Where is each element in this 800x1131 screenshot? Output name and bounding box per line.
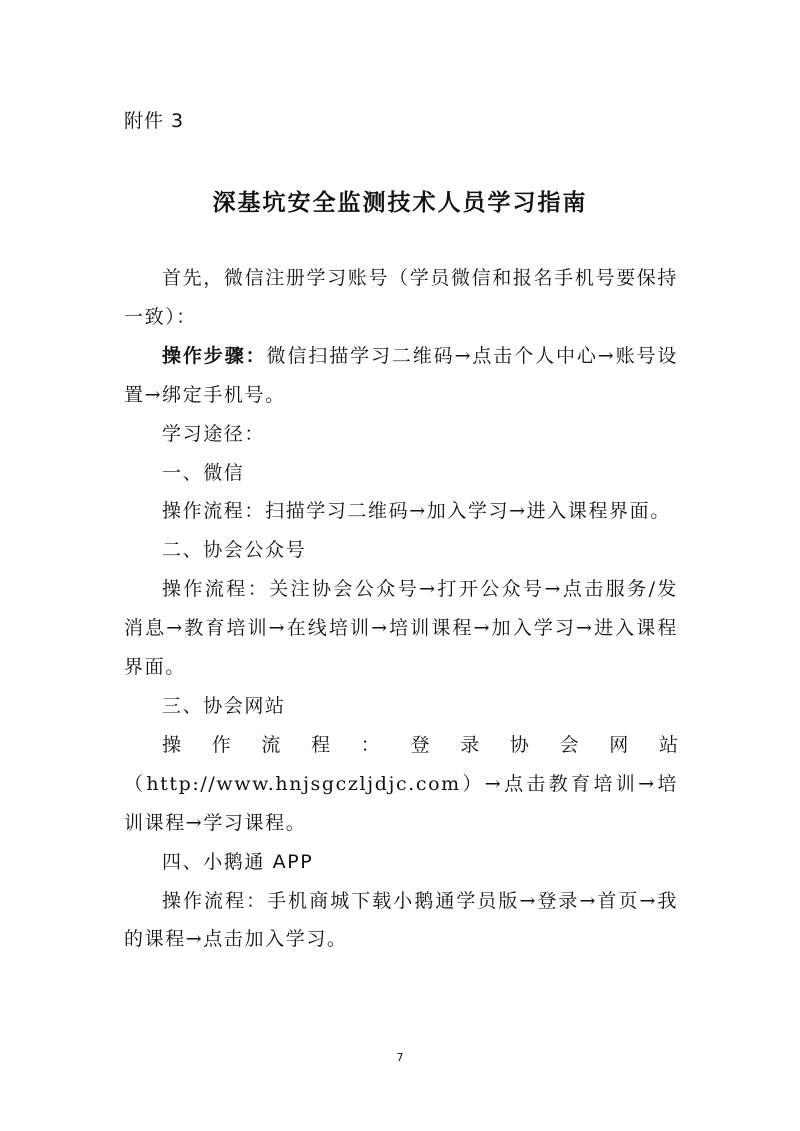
- steps-label: 操作步骤：: [162, 344, 267, 367]
- document-title: 深基坑安全监测技术人员学习指南: [212, 190, 588, 216]
- document-body: [124, 259, 678, 959]
- routes-heading: 学习途径：: [162, 422, 266, 445]
- section-text-website-rest: （http://www.hnjsgczljdjc.com）→点击教育培训→培训课程→学习课程。: [124, 772, 678, 834]
- section-text-wechat: 操作流程：扫描学习二维码→加入学习→进入课程界面。: [162, 500, 671, 523]
- section-heading-website: 三、协会网站: [162, 694, 286, 717]
- attachment-label: 附件 3: [124, 110, 185, 132]
- section-text-website-line1: 操作流程：登录协会网站: [162, 733, 678, 756]
- section-text-app: 操作流程：手机商城下载小鹅通学员版→登录→首页→我的课程→点击加入学习。: [124, 889, 678, 951]
- section-heading-wechat: 一、微信: [162, 461, 245, 484]
- section-heading-app: 四、小鹅通 APP: [162, 850, 314, 873]
- steps-paragraph: [124, 337, 678, 415]
- section-text-official-account: 操作流程：关注协会公众号→打开公众号→点击服务/发消息→教育培训→在线培训→培训课程→加入学习→进入课程界面。: [124, 578, 678, 679]
- page-number: 7: [396, 1051, 404, 1064]
- steps-text: 微信扫描学习二维码→点击个人中心→账号设置→绑定手机号。: [124, 344, 678, 406]
- section-heading-official-account: 二、协会公众号: [162, 539, 307, 562]
- intro-paragraph: 首先，微信注册学习账号（学员微信和报名手机号要保持一致）：: [124, 267, 678, 328]
